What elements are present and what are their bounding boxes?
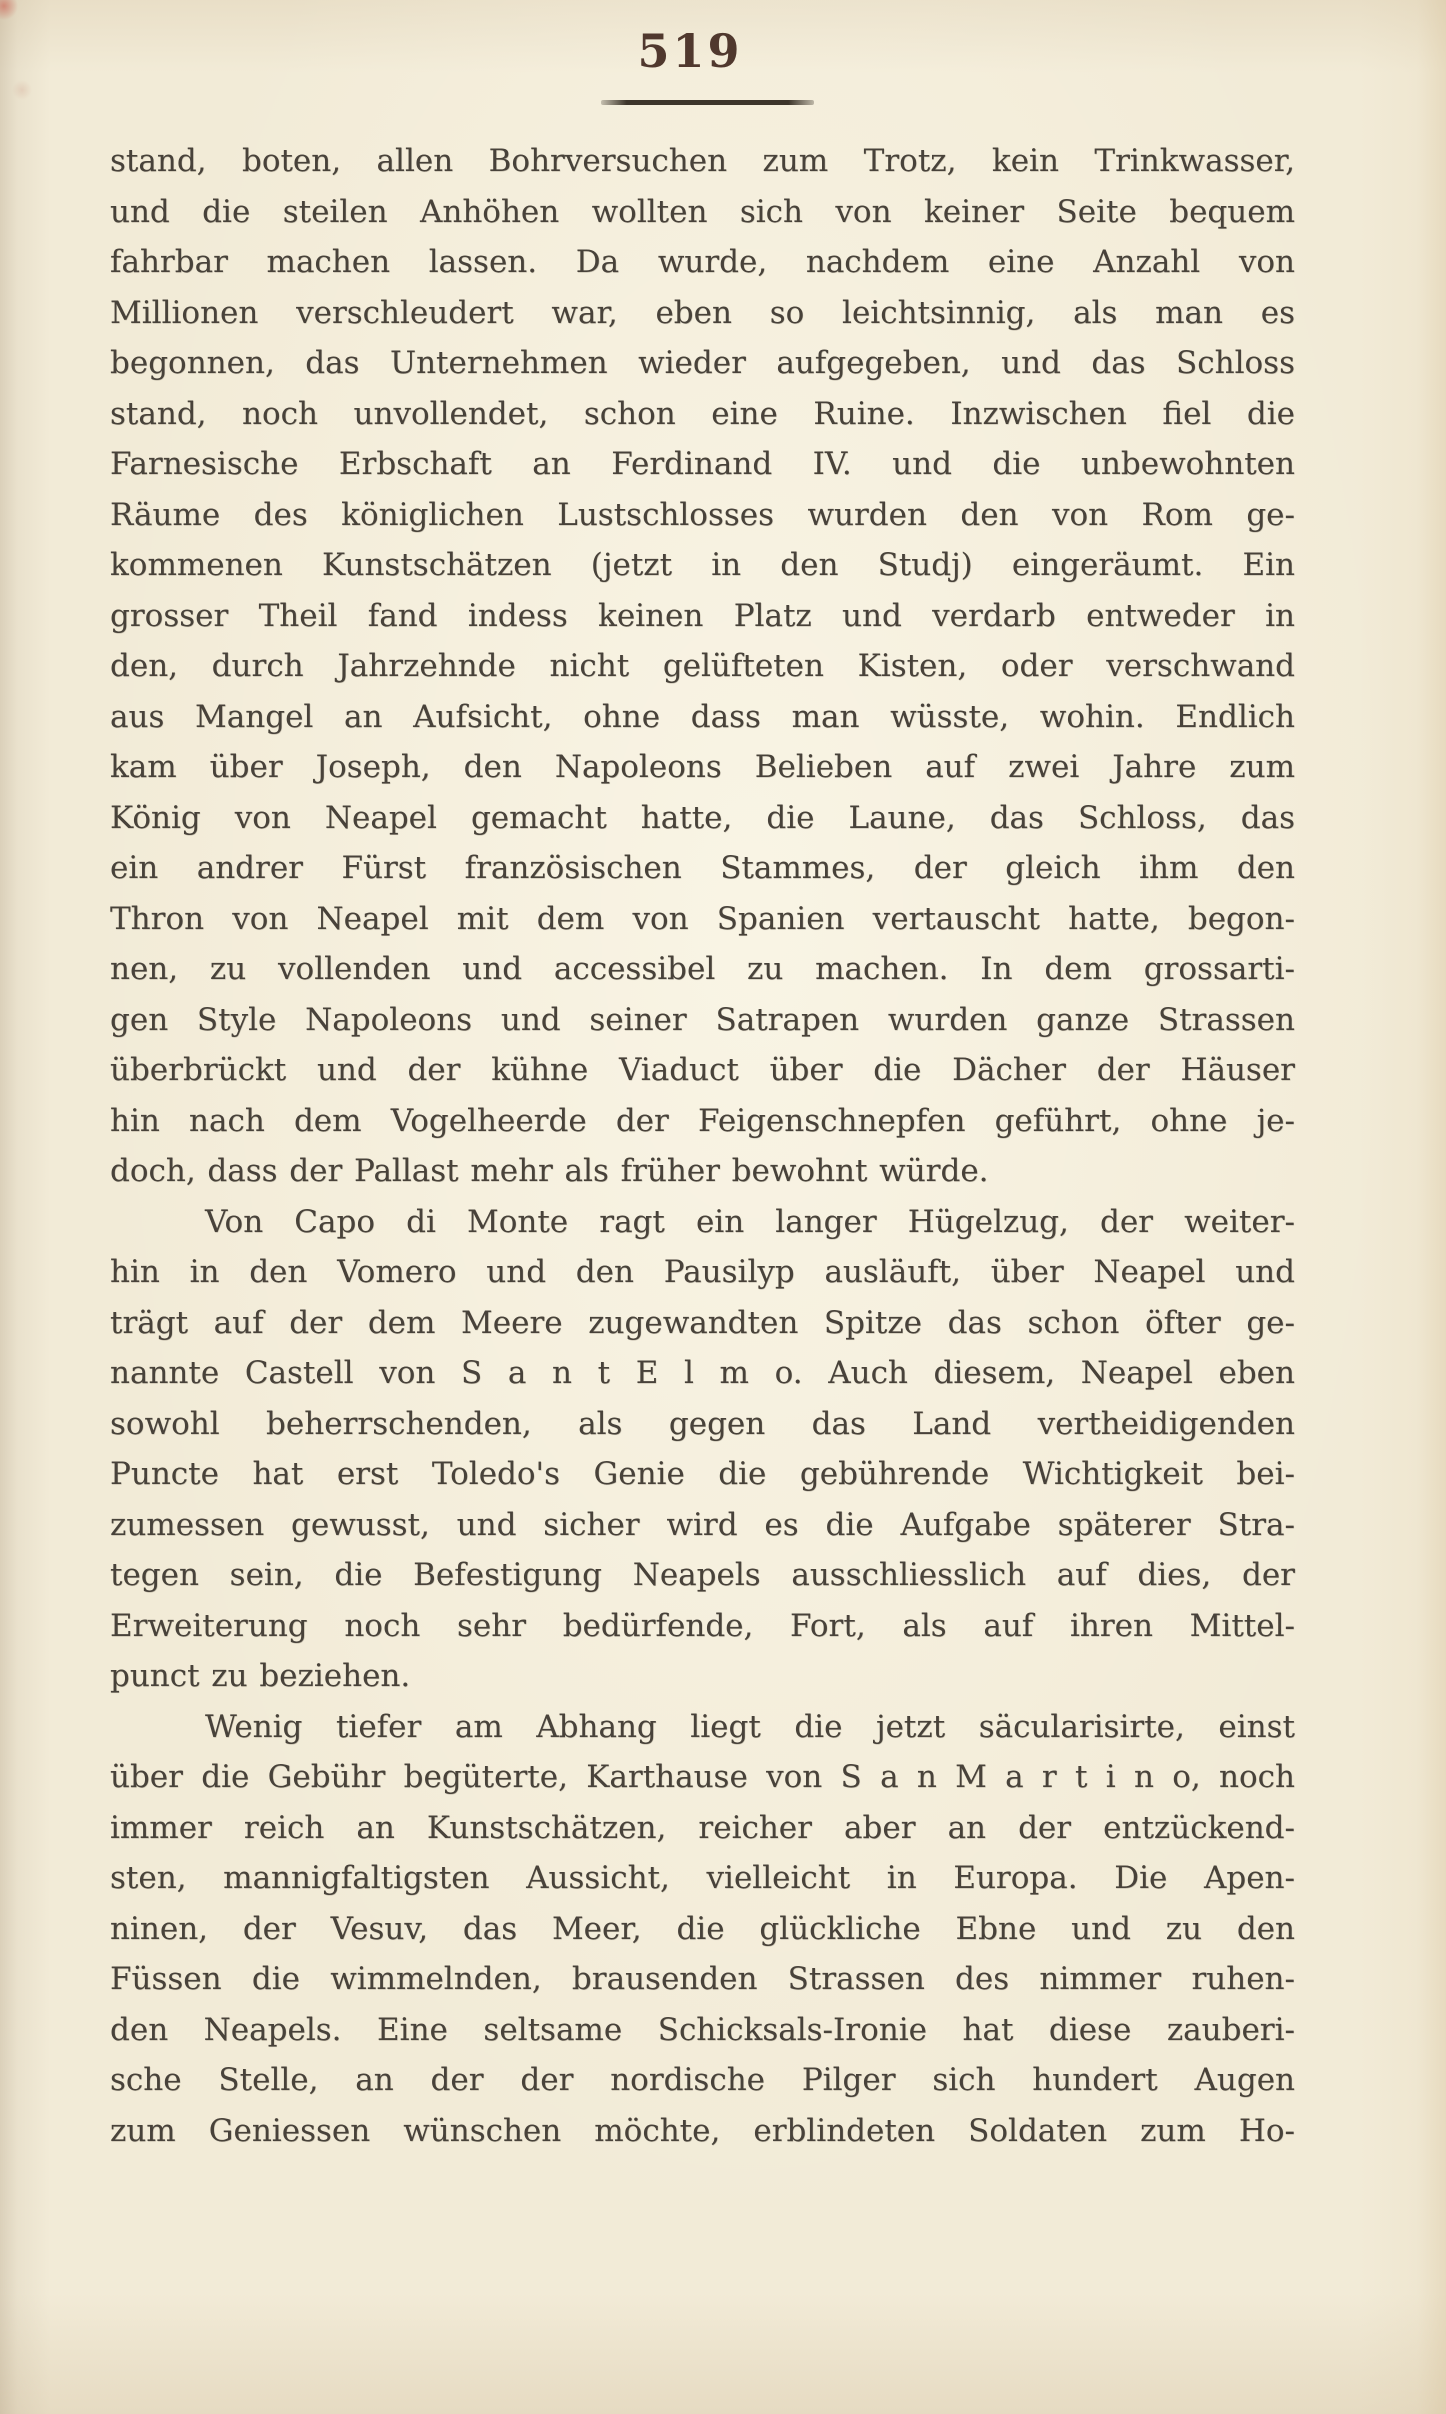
- text-line: punct zu beziehen.: [110, 1658, 411, 1694]
- text-line: den, durch Jahrzehnde nicht gelüfteten Kisten, oder verschwand: [110, 648, 1295, 684]
- text-line: zum Geniessen wünschen möchte, erblindeten Soldaten zum Ho-: [110, 2112, 1295, 2149]
- text-line: Von Capo di Monte ragt ein langer Hügelzug, der weiter-: [205, 1203, 1295, 1240]
- text-line: hin nach dem Vogelheerde der Feigenschnepfen geführt, ohne je-: [110, 1102, 1295, 1139]
- text-line: kommenen Kunstschätzen (jetzt in den Studj) eingeräumt. Ein: [110, 547, 1295, 583]
- text-line: Farnesische Erbschaft an Ferdinand IV. und die unbewohnten: [110, 446, 1295, 482]
- text-line: den Neapels. Eine seltsame Schicksals-Ironie hat diese zauberi-: [110, 2011, 1295, 2048]
- text-line: überbrückt und der kühne Viaduct über die Dächer der Häuser: [110, 1052, 1295, 1088]
- text-line: fahrbar machen lassen. Da wurde, nachdem eine Anzahl von: [110, 244, 1295, 280]
- text-line: Füssen die wimmelnden, brausenden Strassen des nimmer ruhen-: [110, 1961, 1295, 1997]
- text-line: König von Neapel gemacht hatte, die Laune, das Schloss, das: [110, 799, 1295, 836]
- text-line: Wenig tiefer am Abhang liegt die jetzt säcularisirte, einst: [205, 1708, 1295, 1745]
- text-line: Millionen verschleudert war, eben so leichtsinnig, als man es: [110, 294, 1295, 331]
- page-body: [110, 136, 1295, 2156]
- text-line: sche Stelle, an der der nordische Pilger sich hundert Augen: [110, 2062, 1295, 2098]
- text-line: nannte Castell von S a n t E l m o. Auch diesem, Neapel eben: [110, 1355, 1295, 1391]
- text-line: Thron von Neapel mit dem von Spanien vertauscht hatte, begon-: [110, 900, 1295, 937]
- text-line: sowohl beherrschenden, als gegen das Land vertheidigenden: [110, 1405, 1295, 1442]
- text-line: kam über Joseph, den Napoleons Belieben auf zwei Jahre zum: [110, 749, 1295, 785]
- text-line: begonnen, das Unternehmen wieder aufgegeben, und das Schloss: [110, 345, 1295, 381]
- text-line: Räume des königlichen Lustschlosses wurden den von Rom ge-: [110, 496, 1295, 533]
- text-line: stand, noch unvollendet, schon eine Ruine. Inzwischen fiel die: [110, 395, 1295, 432]
- text-line: immer reich an Kunstschätzen, reicher aber an der entzückend-: [110, 1809, 1295, 1846]
- text-line: ninen, der Vesuv, das Meer, die glückliche Ebne und zu den: [110, 1910, 1295, 1947]
- text-line: stand, boten, allen Bohrversuchen zum Trotz, kein Trinkwasser,: [110, 143, 1295, 179]
- page-header: [0, 24, 1446, 124]
- text-line: Puncte hat erst Toledo's Genie die gebührende Wichtigkeit bei-: [110, 1456, 1295, 1492]
- text-line: und die steilen Anhöhen wollten sich von keiner Seite bequem: [110, 193, 1295, 230]
- page-number-rule: [601, 100, 814, 105]
- paragraph: [110, 1197, 1295, 1702]
- page-number: 519: [637, 24, 743, 78]
- text-line: trägt auf der dem Meere zugewandten Spitze das schon öfter ge-: [110, 1304, 1295, 1341]
- text-line: Erweiterung noch sehr bedürfende, Fort, als auf ihren Mittel-: [110, 1607, 1295, 1644]
- text-line: über die Gebühr begüterte, Karthause von S a n M a r t i n o, noch: [110, 1759, 1295, 1795]
- paragraph: [110, 1702, 1295, 2157]
- paragraph: [110, 136, 1295, 1197]
- text-line: nen, zu vollenden und accessibel zu machen. In dem grossarti-: [110, 951, 1295, 987]
- text-line: sten, mannigfaltigsten Aussicht, vielleicht in Europa. Die Apen-: [110, 1860, 1295, 1896]
- text-line: grosser Theil fand indess keinen Platz und verdarb entweder in: [110, 597, 1295, 634]
- text-line: ein andrer Fürst französischen Stammes, der gleich ihm den: [110, 850, 1295, 886]
- text-line: tegen sein, die Befestigung Neapels ausschliesslich auf dies, der: [110, 1557, 1295, 1593]
- text-line: zumessen gewusst, und sicher wird es die Aufgabe späterer Stra-: [110, 1506, 1295, 1543]
- text-line: gen Style Napoleons und seiner Satrapen wurden ganze Strassen: [110, 1001, 1295, 1038]
- text-line: aus Mangel an Aufsicht, ohne dass man wüsste, wohin. Endlich: [110, 698, 1295, 735]
- text-line: doch, dass der Pallast mehr als früher bewohnt würde.: [110, 1153, 989, 1189]
- text-line: hin in den Vomero und den Pausilyp ausläuft, über Neapel und: [110, 1254, 1295, 1290]
